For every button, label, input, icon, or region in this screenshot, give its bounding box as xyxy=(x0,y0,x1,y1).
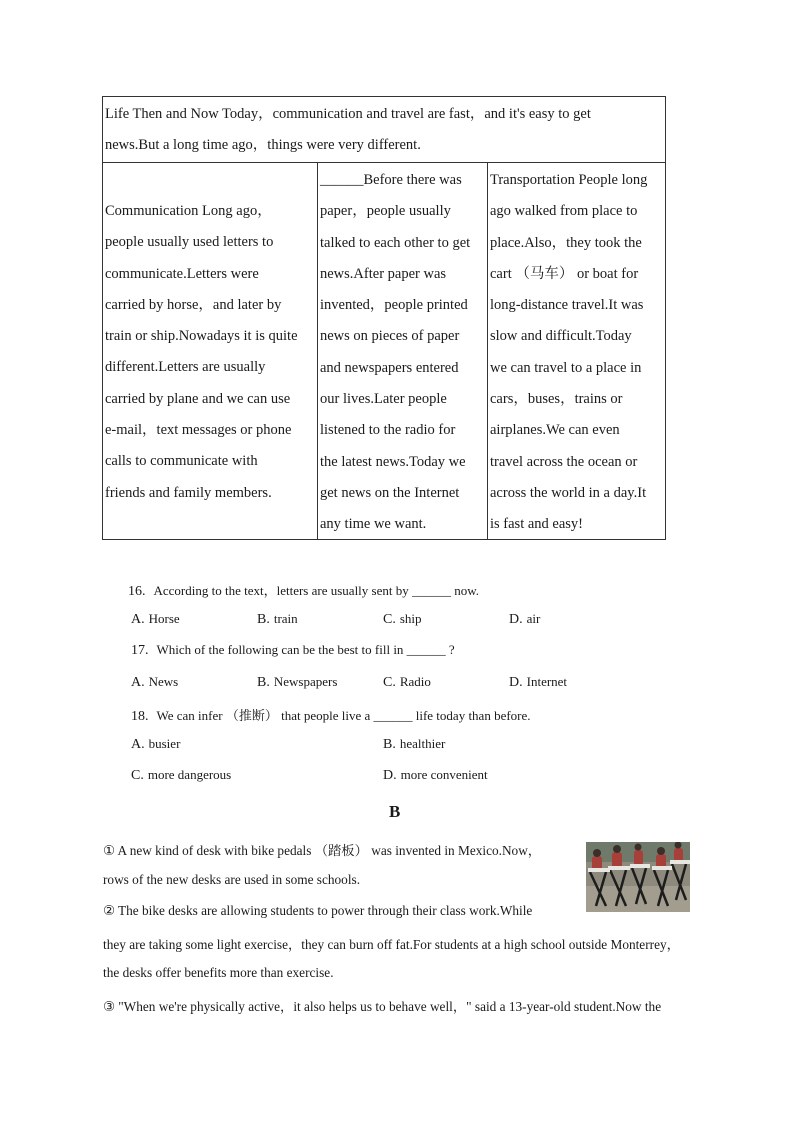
option-17-b[interactable]: B. Newspapers xyxy=(257,674,338,690)
news-text: ______Before there was paper，people usually talked to each other to get news.After paper was invented，people printed news on pieces of paper and newspapers entered our lives.Later people listened to the radio for the latest news.Today we get news on the Internet any time we want. xyxy=(320,172,471,533)
transportation-cell xyxy=(488,163,665,539)
option-16-b[interactable]: B. train xyxy=(257,611,298,627)
table-intro-text: Life Then and Now Today，communication and travel are fast，and it's easy to get news.But a long time ago，things were very different. xyxy=(105,106,591,154)
option-18-d[interactable]: D. more convenient xyxy=(383,767,488,783)
passage-line: ② The bike desks are allowing students to power through their class work.While xyxy=(103,903,533,918)
option-17-d[interactable]: D. Internet xyxy=(509,674,568,690)
question-16 xyxy=(128,580,479,600)
question-number: 16. xyxy=(128,584,146,599)
option-17-c[interactable]: C. Radio xyxy=(383,674,431,690)
question-17 xyxy=(131,642,455,659)
passage-line: rows of the new desks are used in some schools. xyxy=(103,872,361,887)
communication-text: Communication Long ago， people usually used letters to communicate.Letters were carried by horse，and later by train or ship.Nowadays it is quite different.Letters are usually carried by plane and we can use e-mail，text messages or phone calls to communicate with friends and family members. xyxy=(105,203,298,501)
option-18-b[interactable]: B. healthier xyxy=(383,736,446,752)
bike-desk-photo xyxy=(586,842,690,912)
passage-line: ③ "When we're physically active，it also helps us to behave well，" said a 13-year-old student.Now the xyxy=(103,999,662,1014)
section-b-heading: B xyxy=(389,802,401,821)
passage-line: ① A new kind of desk with bike pedals （踏板） was invented in Mexico.Now， xyxy=(103,843,542,858)
question-text: We can infer （推断） that people live a ______ life today than before. xyxy=(156,708,531,723)
question-text: Which of the following can be the best to fill in ______ ? xyxy=(156,642,455,657)
news-cell xyxy=(318,163,488,539)
question-number: 18. xyxy=(131,709,149,724)
passage-line: the desks offer benefits more than exercise. xyxy=(103,965,334,980)
option-16-a[interactable]: A. Horse xyxy=(131,611,180,627)
option-17-a[interactable]: A. News xyxy=(131,674,179,690)
option-18-c[interactable]: C. more dangerous xyxy=(131,767,232,783)
option-18-a[interactable]: A. busier xyxy=(131,736,181,752)
option-16-d[interactable]: D. air xyxy=(509,611,541,627)
question-number: 17. xyxy=(131,643,149,658)
question-text: According to the text，letters are usually sent by ______ now. xyxy=(153,583,480,598)
table-intro-row xyxy=(103,97,665,163)
question-18 xyxy=(131,705,531,725)
communication-cell xyxy=(103,163,318,539)
transportation-text: Transportation People long ago walked from place to place.Also，they took the cart （马车） or boat for long-distance travel.It was slow and difficult.Today we can travel to a place in cars，buses，trains or airplanes.We can even travel across the ocean or across the world in a day.It is fast and easy! xyxy=(490,172,648,533)
reading-table xyxy=(102,96,666,540)
option-16-c[interactable]: C. ship xyxy=(383,611,422,627)
passage-line: they are taking some light exercise，they can burn off fat.For students at a high school outside Monterrey， xyxy=(103,937,680,952)
